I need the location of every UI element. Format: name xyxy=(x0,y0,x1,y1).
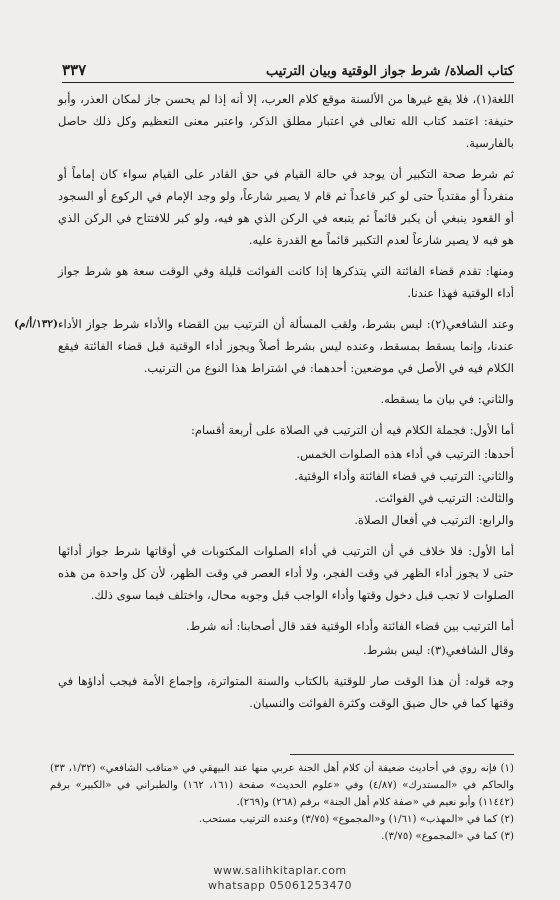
watermark-stamp xyxy=(0,863,560,893)
running-title: كتاب الصلاة/ شرط جواز الوقتية وبيان الترتيب xyxy=(266,64,514,79)
footnote-divider xyxy=(290,754,514,755)
paragraph-7: أما الأول: فلا خلاف في أن الترتيب في أداء الصلوات المكتوبات في أوقاتها شرط جواز أدائها حتى لا يجوز أداء الظهر في وقت الفجر، ولا أداء العصر في وقت الظهر، لأن كل واحدة من هذه الصلوات لا تجب قبل دخول وقتها وأداء الواجب قبل وجوبه محال، واختلف فيما سوى ذلك. xyxy=(58,544,514,602)
paragraph-1: اللغة(١)، فلا يقع غيرها من الألسنة موقع كلام العرب، إلا أنه إذا لم يحسن جاز لمكان العذر، وأبو حنيفة: اعتمد كتاب الله تعالى في اعتبار مطلق الذكر، واعتبر معنى التعظيم وكل ذلك حاصل بالفارسية. xyxy=(58,92,514,150)
manuscript-reference: (١٣٢/أ/م) xyxy=(14,318,58,330)
list-item: أحدها: الترتيب في أداء هذه الصلوات الخمس. xyxy=(296,447,514,461)
paragraph-2: ثم شرط صحة التكبير أن يوجد في حالة القيام في حق القادر على القيام سواء كان إماماً أو منفرداً أو مقتدياً حتى لو كبر قاعداً ثم قام لا يصير شارعاً، ولو وجد الإمام في الركوع أو السجود أو القعود ينبغي أن يكبر قائماً ثم يتبعه في الركن الذي هو فيه، ولو كبر للافتتاح في الركن الذي هو فيه لا يصير شارعاً لعدم التكبير قائماً مع القدرة عليه. xyxy=(58,167,514,247)
paragraph-4: وعند الشافعي(٢): ليس بشرط، ولقب المسألة أن الترتيب بين القضاء والأداء شرط جواز الأداء عندنا، وإنما يسقط بمسقط، وعنده ليس بشرط أصلاً ويجوز أداء الوقتية قبل قضاء الفائتة فيقع الكلام فيه في الأصل في موضعين: أحدهما: في اشتراط هذا النوع من الترتيب. xyxy=(58,317,514,375)
list-item: والثاني: الترتيب في قضاء الفائتة وأداء الوقتية. xyxy=(294,469,514,483)
stamp-whatsapp: whatsapp 05061253470 xyxy=(208,879,352,892)
paragraph-10: وجه قوله: أن هذا الوقت صار للوقتية بالكتاب والسنة المتواترة، وإجماع الأمة فيجب أداؤها في وقتها كما في حال ضيق الوقت وكثرة الفوائت والنسيان. xyxy=(58,674,514,710)
footnote-2: (٢) كما في «المهذب» (١/٦١) و«المجموع» (٣/٧٥) وعنده الترتيب مستحب. xyxy=(198,814,514,825)
footnote-3: (٣) كما في «المجموع» (٣/٧٥). xyxy=(381,831,514,842)
stamp-website: www.salihkitaplar.com xyxy=(213,864,347,877)
paragraph-3: ومنها: تقدم قضاء الفائتة التي يتذكرها إذا كانت الفوائت قليلة وفي الوقت سعة هو شرط جواز أداء الوقتية فهذا عندنا. xyxy=(58,264,514,300)
paragraph-4-container xyxy=(14,313,514,379)
footnotes xyxy=(50,760,514,845)
page-header xyxy=(62,60,514,83)
paragraph-9: وقال الشافعي(٣): ليس بشرط. xyxy=(363,643,514,657)
page-number: ٣٣٧ xyxy=(62,61,87,79)
main-text xyxy=(14,88,514,723)
footnote-1: (١) فإنه روي في أحاديث ضعيفة أن كلام أهل الجنة عربي منها عند البيهقي في «مناقب الشافعي» (١/٣٢، ٣٣) والحاكم في «المستدرك» (٤/٨٧) وفي «علوم الحديث» صفحة (١٦١، ١٦٢) والطبراني في «الكبير» برقم (١١٤٤٢) وأبو نعيم في «صفة كلام أهل الجنة» برقم (٢٦٨) و(٢٦٩). xyxy=(50,763,514,808)
list-item: والثالث: الترتيب في الفوائت. xyxy=(374,491,514,505)
paragraph-8: أما الترتيب بين قضاء الفائتة وأداء الوقتية فقد قال أصحابنا: أنه شرط. xyxy=(185,619,514,633)
paragraph-5: والثاني: في بيان ما يسقطه. xyxy=(380,392,514,406)
paragraph-6: أما الأول: فجملة الكلام فيه أن الترتيب في الصلاة على أربعة أقسام: xyxy=(190,423,514,437)
list-item: والرابع: الترتيب في أفعال الصلاة. xyxy=(354,513,514,527)
